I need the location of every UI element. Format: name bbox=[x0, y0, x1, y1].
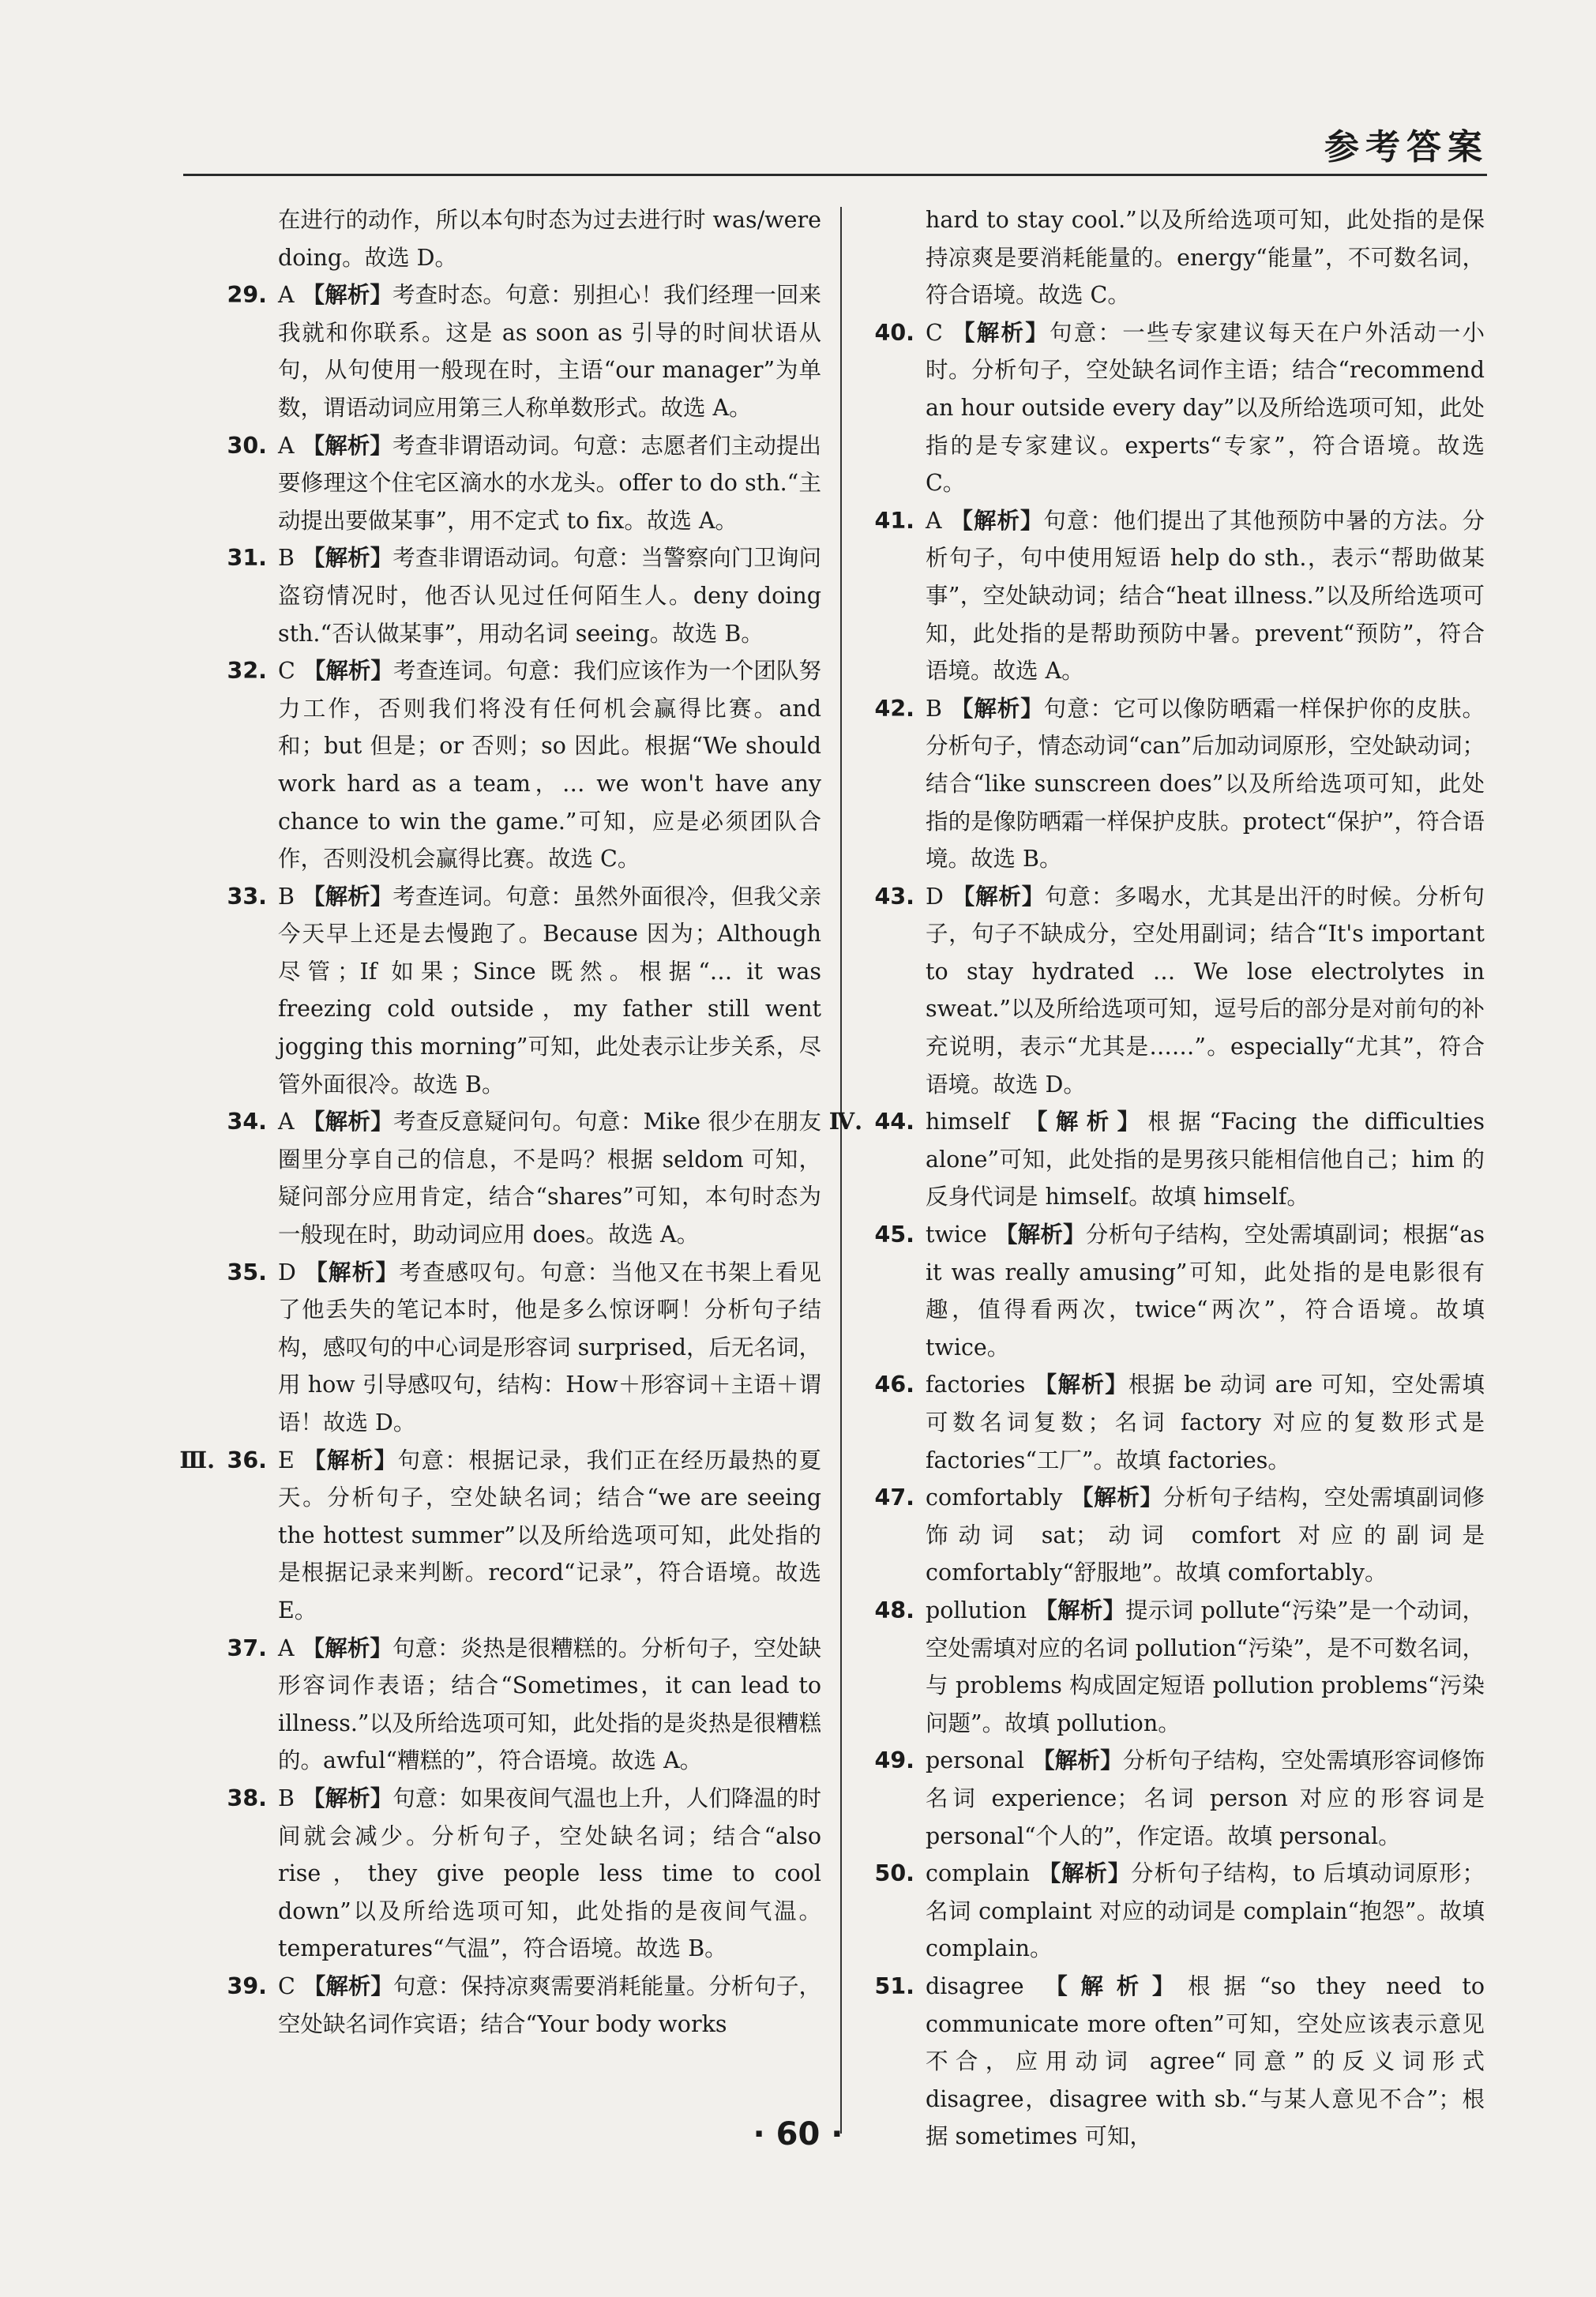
analysis-tag: 【解析】 bbox=[302, 282, 393, 309]
answer-key: disagree bbox=[926, 1972, 1024, 1999]
answer-key: factories bbox=[926, 1372, 1026, 1398]
analysis-tag: 【解析】 bbox=[950, 319, 1050, 346]
question-number: 29. bbox=[227, 282, 267, 309]
question-number: 51. bbox=[874, 1972, 914, 1999]
answer-key: D bbox=[278, 1259, 296, 1285]
answer-item bbox=[874, 1592, 1485, 1742]
analysis-tag: 【解析】 bbox=[1031, 1972, 1189, 1999]
answer-item bbox=[229, 878, 821, 1104]
answer-item bbox=[229, 652, 821, 878]
analysis-text: 根据“Facing the difficulties alone”可知，此处指的是男孩只能相信他自己；him 的反身代词是 himself。故填 himself。 bbox=[926, 1109, 1485, 1210]
analysis-text: 句意：它可以像防晒霜一样保护你的皮肤。分析句子，情态动词“can”后加动词原形，空处缺动词；结合“like sunscreen does”以及所给选项可知，此处指的是像防晒霜一样保护皮肤。protect“保护”，符合语境。故选 B。 bbox=[926, 695, 1485, 873]
analysis-text: 考查连词。句意：虽然外面很冷，但我父亲今天早上还是去慢跑了。Because 因为；Although 尽管；If 如果；Since 既然。根据“… it was freezing cold outside，my father still went jogging this morning”可知，此处表示让步关系，尽管外面很冷。故选 B。 bbox=[278, 883, 821, 1098]
answer-item bbox=[874, 878, 1485, 1104]
analysis-tag: 【解析】 bbox=[1016, 1109, 1148, 1135]
answer-key: A bbox=[278, 282, 295, 309]
answer-key: A bbox=[926, 507, 942, 534]
right-continuation-text: hard to stay cool.”以及所给选项可知，此处指的是保持凉爽是要消耗能量的。energy“能量”，不可数名词，符合语境。故选 C。 bbox=[926, 207, 1485, 309]
answer-key: B bbox=[278, 883, 295, 910]
analysis-text: 根据 be 动词 are 可知，空处需填可数名词复数；名词 factory 对应的复数形式是 factories“工厂”。故填 factories。 bbox=[926, 1372, 1485, 1473]
question-number: 37. bbox=[227, 1635, 267, 1661]
right-column bbox=[828, 201, 1485, 2156]
analysis-text: 提示词 pollute“污染”是一个动词，空处需填对应的名词 pollution“污染”，是不可数名词，与 problems 构成固定短语 pollution problems“污染问题”。故填 pollution。 bbox=[926, 1597, 1485, 1736]
analysis-text: 根据“so they need to communicate more often”可知，空处应该表示意见不合，应用动词 agree“同意”的反义词形式 disagree，disagree with sb.“与某人意见不合”；根据 sometimes 可知， bbox=[926, 1972, 1485, 2150]
analysis-tag: 【解析】 bbox=[1037, 1860, 1132, 1887]
analysis-text: 考查时态。句意：别担心！我们经理一回来我就和你联系。这是 as soon as 引导的时间状语从句，从句使用一般现在时，主语“our manager”为单数，谓语动词应用第三人称单数形式。故选 A。 bbox=[278, 282, 821, 421]
answer-key: B bbox=[278, 1785, 295, 1811]
analysis-tag: 【解析】 bbox=[1070, 1484, 1163, 1511]
answer-item bbox=[874, 1855, 1485, 1968]
analysis-tag: 【解析】 bbox=[1033, 1372, 1129, 1398]
answer-key: C bbox=[926, 319, 943, 346]
analysis-tag: 【解析】 bbox=[302, 658, 393, 685]
analysis-tag: 【解析】 bbox=[951, 883, 1046, 910]
answer-key: personal bbox=[926, 1747, 1024, 1774]
question-number: 43. bbox=[874, 883, 914, 910]
answer-item bbox=[874, 502, 1485, 690]
page-number: · 60 · bbox=[753, 2116, 843, 2152]
analysis-text: 考查非谓语动词。句意：志愿者们主动提出要修理这个住宅区滴水的水龙头。offer to do sth.“主动提出要做某事”，用不定式 to fix。故选 A。 bbox=[278, 432, 821, 534]
answer-key: B bbox=[926, 695, 942, 722]
analysis-tag: 【解析】 bbox=[302, 1109, 393, 1135]
analysis-tag: 【解析】 bbox=[303, 1259, 400, 1285]
header-rule bbox=[183, 174, 1487, 176]
analysis-text: 考查反意疑问句。句意：Mike 很少在朋友圈里分享自己的信息，不是吗？根据 seldom 可知，疑问部分应用肯定，结合“shares”可知，本句时态为一般现在时，助动词应用 does。故选 A。 bbox=[278, 1109, 821, 1248]
answer-item bbox=[179, 1442, 821, 1630]
answer-item bbox=[874, 314, 1485, 502]
analysis-text: 句意：多喝水，尤其是出汗的时候。分析句子，句子不缺成分，空处用副词；结合“It's important to stay hydrated … We lose electrolytes in sweat.”以及所给选项可知，逗号后的部分是对前句的补充说明，表示“尤其是……”。especially“尤其”，符合语境。故选 D。 bbox=[926, 883, 1485, 1098]
column-divider bbox=[840, 207, 842, 2134]
analysis-tag: 【解析】 bbox=[1031, 1747, 1123, 1774]
analysis-tag: 【解析】 bbox=[994, 1222, 1086, 1248]
answer-key: comfortably bbox=[926, 1484, 1063, 1511]
answer-key: complain bbox=[926, 1860, 1030, 1887]
analysis-text: 句意：保持凉爽需要消耗能量。分析句子，空处缺名词作宾语；结合“Your body works bbox=[278, 1972, 821, 2037]
answer-item bbox=[229, 427, 821, 540]
analysis-text: 句意：一些专家建议每天在户外活动一小时。分析句子，空处缺名词作主语；结合“recommend an hour outside every day”以及所给选项可知，此处指的是专家建议。experts“专家”，符合语境。故选 C。 bbox=[926, 319, 1485, 497]
question-number: 47. bbox=[874, 1484, 914, 1511]
answer-item bbox=[828, 1103, 1485, 1216]
answer-key: C bbox=[278, 1972, 295, 1999]
left-continuation-text: 在进行的动作，所以本句时态为过去进行时 was/were doing。故选 D。 bbox=[278, 207, 821, 271]
analysis-text: 考查连词。句意：我们应该作为一个团队努力工作，否则我们将没有任何机会赢得比赛。and 和；but 但是；or 否则；so 因此。根据“We should work hard as a team，… we won't have any chance to win the game.”可知，应是必须团队合作，否则没机会赢得比赛。故选 C。 bbox=[278, 658, 821, 873]
question-number: 39. bbox=[227, 1972, 267, 1999]
question-number: 32. bbox=[227, 658, 267, 685]
answer-key: E bbox=[278, 1447, 295, 1473]
question-number: 48. bbox=[874, 1597, 914, 1623]
analysis-text: 分析句子结构，to 后填动词原形；名词 complaint 对应的动词是 complain“抱怨”。故填 complain。 bbox=[926, 1860, 1485, 1962]
question-number: 33. bbox=[227, 883, 267, 910]
analysis-tag: 【解析】 bbox=[302, 1447, 398, 1473]
page-header-title: 参考答案 bbox=[1324, 127, 1489, 167]
question-number: 31. bbox=[227, 545, 267, 572]
analysis-tag: 【解析】 bbox=[302, 545, 393, 572]
answer-item bbox=[874, 1366, 1485, 1479]
answer-key: himself bbox=[926, 1109, 1009, 1135]
answer-key: C bbox=[278, 658, 295, 685]
analysis-text: 考查感叹句。句意：当他又在书架上看见了他丢失的笔记本时，他是多么惊讶啊！分析句子结构，感叹句的中心词是形容词 surprised，后无名词，用 how 引导感叹句，结构：How＋形容词＋主语＋谓语！故选 D。 bbox=[278, 1259, 821, 1436]
answer-item bbox=[229, 1103, 821, 1253]
question-number: 36. bbox=[227, 1447, 267, 1473]
answer-item bbox=[229, 1968, 821, 2043]
analysis-text: 句意：根据记录，我们正在经历最热的夏天。分析句子，空处缺名词；结合“we are seeing the hottest summer”以及所给选项可知，此处指的是根据记录来判断。record“记录”，符合语境。故选 E。 bbox=[278, 1447, 821, 1623]
question-number: 45. bbox=[874, 1222, 914, 1248]
analysis-tag: 【解析】 bbox=[302, 1635, 393, 1661]
question-number: 34. bbox=[227, 1109, 267, 1135]
question-number: 50. bbox=[874, 1860, 914, 1887]
analysis-text: 句意：如果夜间气温也上升，人们降温的时间就会减少。分析句子，空处缺名词；结合“also rise，they give people less time to cool down”以及所给选项可知，此处指的是夜间气温。temperatures“气温”，符合语境。故选 B。 bbox=[278, 1785, 821, 1962]
analysis-tag: 【解析】 bbox=[1035, 1597, 1126, 1623]
answer-item bbox=[874, 1479, 1485, 1592]
analysis-tag: 【解析】 bbox=[302, 1785, 393, 1811]
analysis-text: 分析句子结构，空处需填副词；根据“as it was really amusing”可知，此处指的是电影很有趣，值得看两次，twice“两次”，符合语境。故填 twice。 bbox=[926, 1222, 1485, 1361]
section-label: Ⅳ. bbox=[828, 1108, 862, 1135]
question-number: 49. bbox=[874, 1747, 914, 1774]
answer-item bbox=[874, 1742, 1485, 1855]
answer-item bbox=[229, 539, 821, 652]
left-answer-list bbox=[179, 276, 821, 2043]
answer-item bbox=[229, 1630, 821, 1780]
left-column bbox=[179, 201, 821, 2043]
question-number: 41. bbox=[874, 507, 914, 534]
analysis-tag: 【解析】 bbox=[949, 507, 1044, 534]
question-number: 35. bbox=[227, 1259, 267, 1285]
answer-key: A bbox=[278, 1635, 295, 1661]
right-answer-list bbox=[828, 314, 1485, 2156]
analysis-text: 句意：炎热是很糟糕的。分析句子，空处缺形容词作表语；结合“Sometimes，it can lead to illness.”以及所给选项可知，此处指的是炎热是很糟糕的。awful“糟糕的”，符合语境。故选 A。 bbox=[278, 1635, 821, 1774]
answer-key: D bbox=[926, 883, 944, 910]
section-label: Ⅲ. bbox=[179, 1446, 215, 1473]
answer-item bbox=[229, 1254, 821, 1442]
answer-key: twice bbox=[926, 1222, 987, 1248]
analysis-tag: 【解析】 bbox=[949, 695, 1044, 722]
answer-key: A bbox=[278, 432, 295, 459]
answer-key: pollution bbox=[926, 1597, 1027, 1623]
analysis-tag: 【解析】 bbox=[302, 1972, 393, 1999]
question-number: 38. bbox=[227, 1785, 267, 1811]
question-number: 40. bbox=[874, 319, 914, 346]
question-number: 44. bbox=[874, 1109, 914, 1135]
analysis-tag: 【解析】 bbox=[302, 432, 393, 459]
answer-item bbox=[229, 1780, 821, 1968]
answer-key: B bbox=[278, 545, 295, 572]
answer-key: A bbox=[278, 1109, 295, 1135]
answer-item bbox=[229, 276, 821, 426]
answer-item bbox=[874, 1216, 1485, 1366]
question-number: 42. bbox=[874, 695, 914, 722]
analysis-tag: 【解析】 bbox=[302, 883, 393, 910]
answer-item bbox=[874, 690, 1485, 878]
question-number: 30. bbox=[227, 432, 267, 459]
question-number: 46. bbox=[874, 1372, 914, 1398]
analysis-text: 考查非谓语动词。句意：当警察向门卫询问盗窃情况时，他否认见过任何陌生人。deny doing sth.“否认做某事”，用动名词 seeing。故选 B。 bbox=[278, 545, 821, 647]
analysis-text: 分析句子结构，空处需填形容词修饰名词 experience；名词 person 对应的形容词是 personal“个人的”，作定语。故填 personal。 bbox=[926, 1747, 1485, 1849]
analysis-text: 分析句子结构，空处需填副词修饰动词 sat；动词 comfort 对应的副词是 comfortably“舒服地”。故填 comfortably。 bbox=[926, 1484, 1485, 1586]
analysis-text: 句意：他们提出了其他预防中暑的方法。分析句子，句中使用短语 help do sth.，表示“帮助做某事”，空处缺动词；结合“heat illness.”以及所给选项可知，此处指的是帮助预防中暑。prevent“预防”，符合语境。故选 A。 bbox=[926, 507, 1485, 685]
